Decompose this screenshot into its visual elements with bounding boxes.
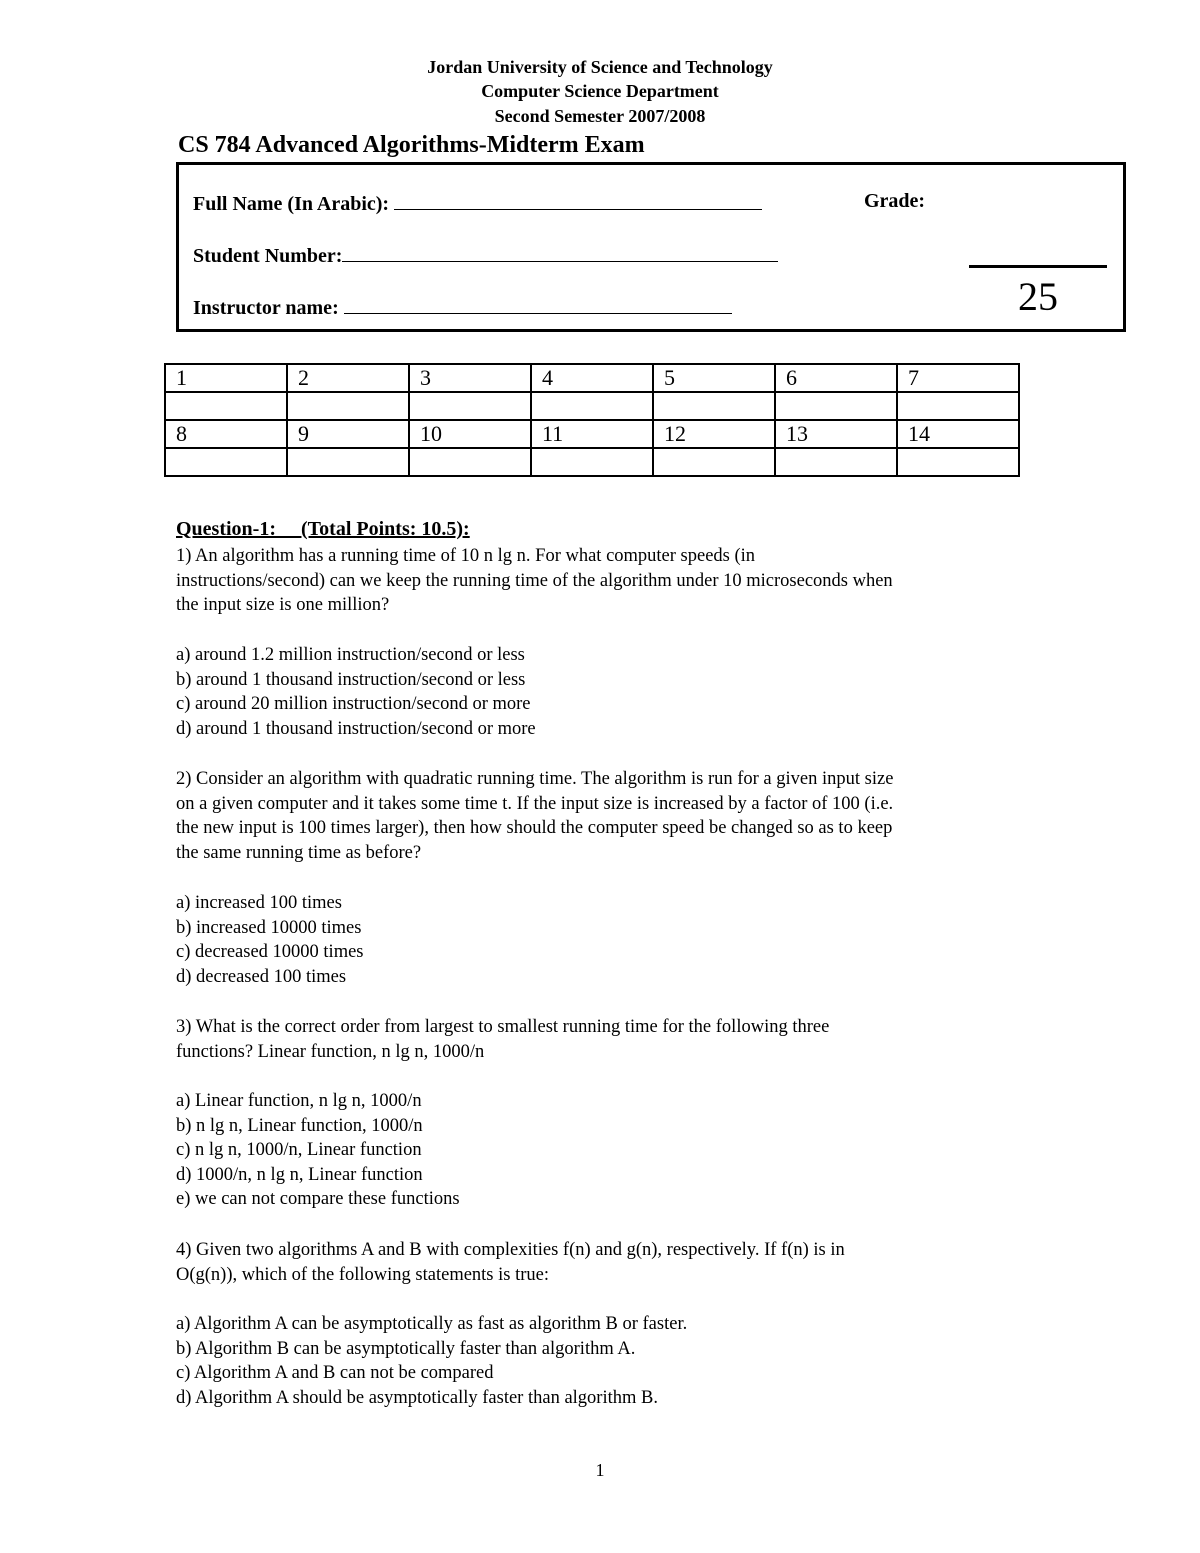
question-line: the new input is 100 times larger), then how should the computer speed be changed so as to keep — [176, 818, 893, 839]
answer-option: a) increased 100 times — [176, 893, 342, 913]
score-header-cell: 2 — [287, 364, 409, 392]
answer-option: c) decreased 10000 times — [176, 942, 364, 963]
semester: Second Semester 2007/2008 — [494, 106, 706, 126]
answer-option: d) around 1 thousand instruction/second or more — [176, 718, 536, 739]
score-header-cell: 4 — [531, 364, 653, 392]
score-entry-cell[interactable] — [531, 448, 653, 476]
answer-option: b) increased 10000 times — [176, 917, 362, 938]
question-1-2 — [176, 767, 1026, 865]
score-entry-cell[interactable] — [775, 392, 897, 420]
question-line: functions? Linear function, n lg n, 1000/n — [176, 1041, 485, 1062]
question-1-4-options — [176, 1312, 1026, 1410]
instructor-label: Instructor name: — [193, 297, 339, 319]
student-info-box — [176, 162, 1126, 332]
answer-option: a) Linear function, n lg n, 1000/n — [176, 1091, 422, 1111]
score-header-row — [165, 420, 1019, 448]
full-name-label: Full Name (In Arabic): — [193, 193, 390, 215]
student-number-label: Student Number: — [193, 245, 343, 267]
question-line: 4) Given two algorithms A and B with complexities f(n) and g(n), respectively. If f(n) is in — [176, 1240, 845, 1260]
exam-title: CS 784 Advanced Algorithms-Midterm Exam — [178, 132, 645, 158]
answer-option: c) Algorithm A and B can not be compared — [176, 1363, 494, 1384]
question-1-4 — [176, 1238, 1026, 1287]
question-line: the same running time as before? — [176, 842, 422, 863]
student-number-row — [193, 241, 778, 268]
score-entry-cell[interactable] — [653, 392, 775, 420]
score-entry-cell[interactable] — [165, 448, 287, 476]
student-number-field[interactable] — [342, 241, 778, 262]
instructor-field[interactable] — [344, 293, 732, 314]
score-header-cell: 5 — [653, 364, 775, 392]
answer-option: a) around 1.2 million instruction/second or less — [176, 645, 525, 665]
score-header-cell: 12 — [653, 420, 775, 448]
full-name-row — [193, 189, 762, 216]
score-entry-cell[interactable] — [409, 392, 531, 420]
department-name: Computer Science Department — [481, 81, 719, 101]
question-line: O(g(n)), which of the following statements is true: — [176, 1264, 549, 1285]
answer-option: d) 1000/n, n lg n, Linear function — [176, 1164, 423, 1185]
answer-option: d) decreased 100 times — [176, 966, 347, 987]
question-line: 3) What is the correct order from largest to smallest running time for the following three — [176, 1017, 830, 1037]
score-header-cell: 14 — [897, 420, 1019, 448]
grade-label: Grade: — [864, 190, 926, 212]
university-name: Jordan University of Science and Technology — [427, 57, 773, 77]
answer-option: b) Algorithm B can be asymptotically faster than algorithm A. — [176, 1338, 636, 1359]
score-header-cell: 3 — [409, 364, 531, 392]
answer-option: b) n lg n, Linear function, 1000/n — [176, 1115, 423, 1136]
question-line: 1) An algorithm has a running time of 10 n lg n. For what computer speeds (in — [176, 546, 756, 566]
score-header-cell: 13 — [775, 420, 897, 448]
question-1-1-options — [176, 643, 1026, 741]
page-number: 1 — [595, 1460, 605, 1480]
question-line: instructions/second) can we keep the running time of the algorithm under 10 microseconds when — [176, 570, 893, 591]
answer-option: e) we can not compare these functions — [176, 1189, 460, 1210]
answer-option: d) Algorithm A should be asymptotically faster than algorithm B. — [176, 1387, 658, 1408]
score-header-cell: 11 — [531, 420, 653, 448]
instructor-row — [193, 293, 732, 320]
question-line: the input size is one million? — [176, 595, 390, 616]
answer-option: b) around 1 thousand instruction/second or less — [176, 669, 526, 690]
score-header-cell: 1 — [165, 364, 287, 392]
score-header-cell: 7 — [897, 364, 1019, 392]
answer-option: c) around 20 million instruction/second or more — [176, 694, 531, 715]
score-entry-row — [165, 392, 1019, 420]
score-entry-cell[interactable] — [775, 448, 897, 476]
score-header-row — [165, 364, 1019, 392]
grade-fraction-line — [969, 265, 1107, 268]
score-entry-cell[interactable] — [287, 448, 409, 476]
score-entry-row — [165, 448, 1019, 476]
score-header-cell: 9 — [287, 420, 409, 448]
answer-option: c) n lg n, 1000/n, Linear function — [176, 1140, 422, 1161]
question-1-2-options — [176, 891, 1026, 989]
score-entry-cell[interactable] — [409, 448, 531, 476]
question-1-3-options — [176, 1089, 1026, 1212]
score-entry-cell[interactable] — [653, 448, 775, 476]
question-line: 2) Consider an algorithm with quadratic running time. The algorithm is run for a given input size — [176, 769, 894, 789]
question-1-1 — [176, 544, 1026, 618]
score-table — [164, 363, 1020, 477]
score-header-cell: 8 — [165, 420, 287, 448]
full-name-field[interactable] — [394, 189, 762, 210]
score-entry-cell[interactable] — [531, 392, 653, 420]
score-entry-cell[interactable] — [165, 392, 287, 420]
answer-option: a) Algorithm A can be asymptotically as fast as algorithm B or faster. — [176, 1314, 688, 1334]
question-1-3 — [176, 1015, 1026, 1064]
question-line: on a given computer and it takes some time t. If the input size is increased by a factor of 100 (i.e. — [176, 793, 894, 814]
question-1-title: Question-1: (Total Points: 10.5): — [176, 518, 470, 540]
score-entry-cell[interactable] — [897, 448, 1019, 476]
score-header-cell: 10 — [409, 420, 531, 448]
score-entry-cell[interactable] — [287, 392, 409, 420]
grade-total: 25 — [1018, 274, 1058, 319]
score-header-cell: 6 — [775, 364, 897, 392]
score-entry-cell[interactable] — [897, 392, 1019, 420]
